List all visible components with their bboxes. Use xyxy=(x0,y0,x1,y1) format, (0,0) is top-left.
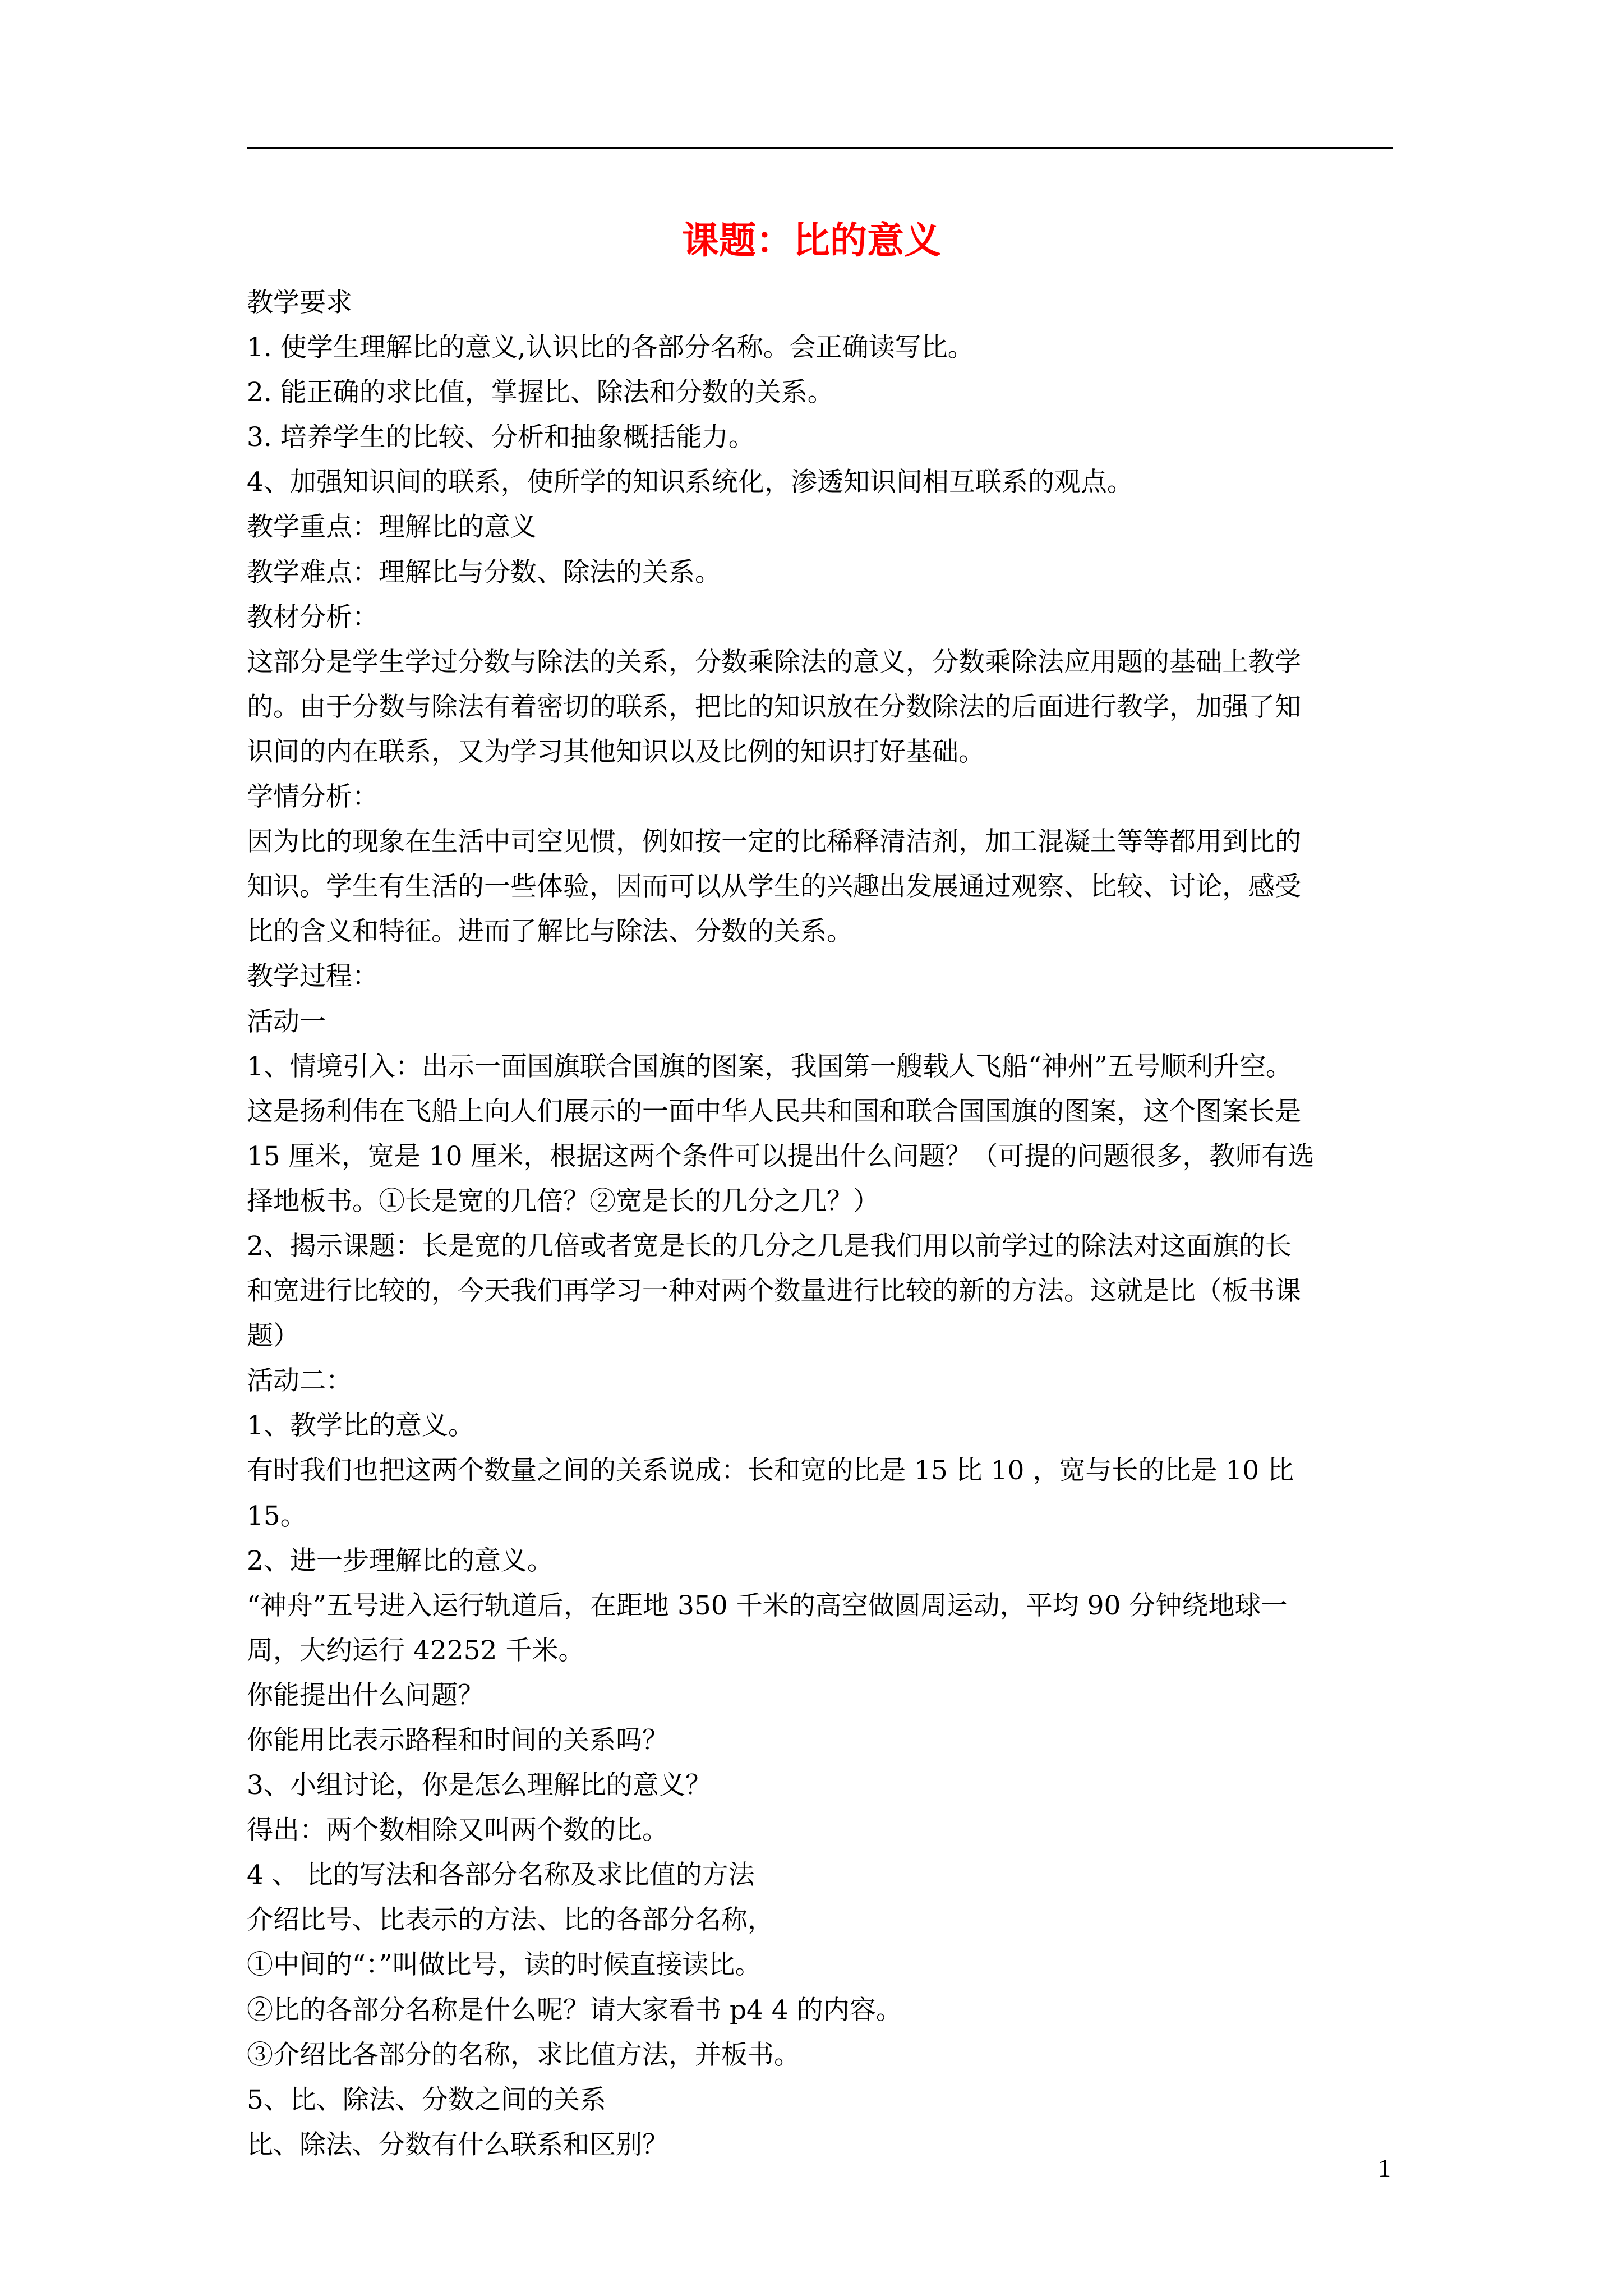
text-line: 这是扬利伟在飞船上向人们展示的一面中华人民共和国和联合国国旗的图案，这个图案长是 xyxy=(247,1096,1301,1127)
text-line: 教材分析： xyxy=(247,601,379,633)
text-line: 教学过程： xyxy=(247,961,379,992)
text-line: 有时我们也把这两个数量之间的关系说成：长和宽的比是 15 比 10 ，宽与长的比是 10 比 xyxy=(247,1455,1294,1487)
text-line: 和宽进行比较的，今天我们再学习一种对两个数量进行比较的新的方法。这就是比（板书课 xyxy=(247,1276,1301,1307)
text-line: 2、进一步理解比的意义。 xyxy=(247,1545,554,1576)
text-line: 这部分是学生学过分数与除法的关系，分数乘除法的意义，分数乘除法应用题的基础上教学 xyxy=(247,646,1301,678)
text-line: “神舟”五号进入运行轨道后，在距地 350 千米的高空做圆周运动，平均 90 分钟绕地球一 xyxy=(247,1590,1288,1621)
text-line: 学情分析： xyxy=(247,781,379,813)
text-line: 2. 能正确的求比值，掌握比、除法和分数的关系。 xyxy=(247,377,834,408)
text-line: 1. 使学生理解比的意义,认识比的各部分名称。会正确读写比。 xyxy=(247,332,974,364)
text-line: 周，大约运行 42252 千米。 xyxy=(247,1635,585,1666)
lesson-title: 课题：比的意义 xyxy=(682,218,941,262)
text-line: ①中间的“：”叫做比号，读的时候直接读比。 xyxy=(247,1949,762,1981)
text-line: 15。 xyxy=(247,1500,307,1531)
text-line: 教学难点：理解比与分数、除法的关系。 xyxy=(247,556,721,588)
text-line: ③介绍比各部分的名称，求比值方法，并板书。 xyxy=(247,2039,800,2070)
header-rule xyxy=(247,147,1393,149)
text-line: 活动二： xyxy=(247,1365,352,1397)
text-line: ②比的各部分名称是什么呢？请大家看书 p4 4 的内容。 xyxy=(247,1994,902,2026)
text-line: 介绍比号、比表示的方法、比的各部分名称， xyxy=(247,1904,774,1936)
text-line: 教学要求 xyxy=(247,287,352,318)
page-number: 1 xyxy=(1378,2154,1391,2182)
text-line: 比的含义和特征。进而了解比与除法、分数的关系。 xyxy=(247,916,853,947)
text-line: 知识。学生有生活的一些体验，因而可以从学生的兴趣出发展通过观察、比较、讨论，感受 xyxy=(247,871,1301,903)
text-line: 你能提出什么问题？ xyxy=(247,1680,484,1711)
text-line: 题） xyxy=(247,1320,299,1352)
text-line: 15 厘米，宽是 10 厘米，根据这两个条件可以提出什么问题？（可提的问题很多，教师有选 xyxy=(247,1140,1315,1172)
text-line: 得出：两个数相除又叫两个数的比。 xyxy=(247,1815,668,1846)
text-line: 3. 培养学生的比较、分析和抽象概括能力。 xyxy=(247,422,755,453)
text-line: 你能用比表示路程和时间的关系吗？ xyxy=(247,1725,668,1756)
text-line: 择地板书。①长是宽的几倍？②宽是长的几分之几？） xyxy=(247,1185,879,1217)
text-line: 3、小组讨论，你是怎么理解比的意义？ xyxy=(247,1770,712,1801)
text-line: 5、比、除法、分数之间的关系 xyxy=(247,2084,606,2115)
text-line: 因为比的现象在生活中司空见惯，例如按一定的比稀释清洁剂，加工混凝土等等都用到比的 xyxy=(247,826,1301,858)
text-line: 2、揭示课题：长是宽的几倍或者宽是长的几分之几是我们用以前学过的除法对这面旗的长 xyxy=(247,1230,1292,1262)
lesson-body xyxy=(247,280,1391,2168)
text-line: 识间的内在联系，又为学习其他知识以及比例的知识打好基础。 xyxy=(247,736,985,767)
text-line: 的。由于分数与除法有着密切的联系，把比的知识放在分数除法的后面进行教学，加强了知 xyxy=(247,691,1301,723)
text-line: 4、加强知识间的联系，使所学的知识系统化，渗透知识间相互联系的观点。 xyxy=(247,467,1133,498)
text-line: 比、除法、分数有什么联系和区别？ xyxy=(247,2129,668,2160)
text-line: 教学重点：理解比的意义 xyxy=(247,512,537,543)
text-line: 1、教学比的意义。 xyxy=(247,1410,474,1442)
text-line: 活动一 xyxy=(247,1006,326,1037)
text-line: 1、情境引入：出示一面国旗联合国旗的图案，我国第一艘载人飞船“神州”五号顺利升空。 xyxy=(247,1051,1292,1082)
text-line: 4 、 比的写法和各部分名称及求比值的方法 xyxy=(247,1860,755,1891)
